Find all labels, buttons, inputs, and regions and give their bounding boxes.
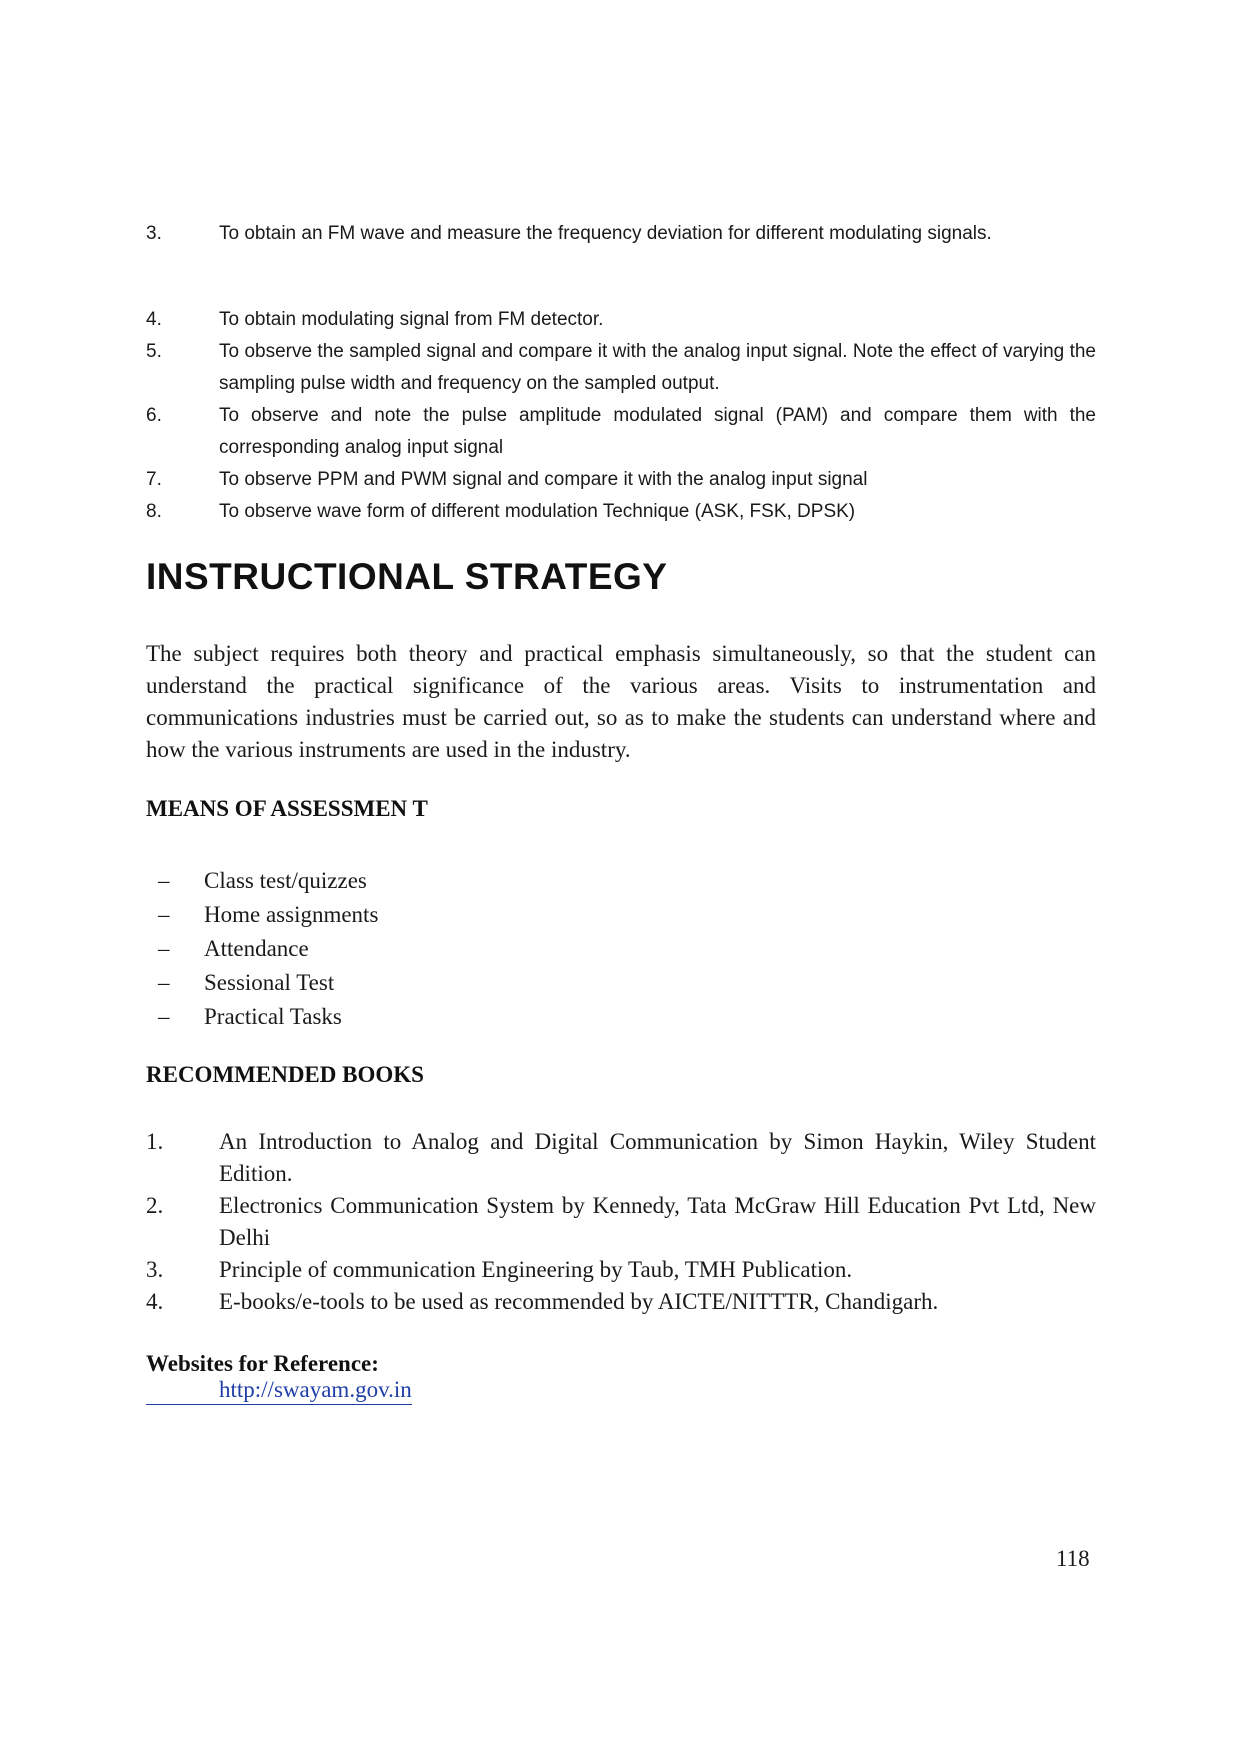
assessment-item-label: Sessional Test — [204, 970, 335, 995]
dash-bullet: – — [158, 1004, 170, 1029]
recommended-books-heading: RECOMMENDED BOOKS — [146, 1062, 424, 1087]
page-number: 118 — [1056, 1546, 1090, 1571]
practicals-list — [146, 218, 1096, 528]
practical-number: 6. — [146, 405, 162, 426]
practical-item — [146, 496, 1096, 528]
book-item — [146, 1254, 1096, 1286]
book-text: Electronics Communication System by Kennedy, Tata McGraw Hill Education Pvt Ltd, New Delhi — [219, 1193, 1096, 1250]
assessment-item — [158, 932, 378, 966]
dash-bullet: – — [158, 868, 170, 893]
book-item — [146, 1190, 1096, 1254]
instructional-strategy-paragraph: The subject requires both theory and practical emphasis simultaneously, so that the student can understand the practical significance of the various areas. Visits to instrumentation and communications industries must be carried out, so as to make the students can understand where and how the various instruments are used in the industry. — [146, 641, 1096, 762]
assessment-heading: MEANS OF ASSESSMEN T — [146, 796, 428, 821]
books-list — [146, 1126, 1096, 1318]
assessment-item — [158, 966, 378, 1000]
practical-item — [146, 464, 1096, 496]
assessment-item-label: Practical Tasks — [204, 1004, 342, 1029]
practical-text: To observe and note the pulse amplitude modulated signal (PAM) and compare them with the corresponding analog input signal — [219, 405, 1096, 458]
websites-heading: Websites for Reference: — [146, 1351, 379, 1376]
practical-text: To obtain modulating signal from FM detector. — [219, 309, 604, 330]
practical-number: 5. — [146, 341, 162, 362]
dash-bullet: – — [158, 936, 170, 961]
practical-number: 3. — [146, 223, 162, 244]
instructional-strategy-heading: INSTRUCTIONAL STRATEGY — [146, 556, 668, 597]
practical-item — [146, 304, 1096, 336]
dash-bullet: – — [158, 902, 170, 927]
practical-number: 8. — [146, 501, 162, 522]
practical-item — [146, 218, 1096, 250]
assessment-item-label: Home assignments — [204, 902, 379, 927]
practical-text: To obtain an FM wave and measure the frequency deviation for different modulating signals. — [219, 223, 992, 244]
book-item — [146, 1286, 1096, 1318]
dash-bullet: – — [158, 970, 170, 995]
book-item — [146, 1126, 1096, 1190]
book-text: Principle of communication Engineering by Taub, TMH Publication. — [219, 1257, 853, 1282]
book-number: 2. — [146, 1193, 164, 1218]
book-number: 3. — [146, 1257, 164, 1282]
practical-text: To observe wave form of different modulation Technique (ASK, FSK, DPSK) — [219, 501, 856, 522]
assessment-list — [158, 864, 378, 1034]
assessment-item-label: Class test/quizzes — [204, 868, 367, 893]
practical-number: 4. — [146, 309, 162, 330]
practical-item — [146, 336, 1096, 400]
practical-item — [146, 400, 1096, 464]
book-text: E-books/e-tools to be used as recommended by AICTE/NITTTR, Chandigarh. — [219, 1289, 939, 1314]
book-text: An Introduction to Analog and Digital Communication by Simon Haykin, Wiley Student Edition. — [219, 1129, 1096, 1186]
practical-number: 7. — [146, 469, 162, 490]
practical-text: To observe the sampled signal and compare it with the analog input signal. Note the effect of varying the sampling pulse width and frequency on the sampled output. — [219, 341, 1096, 394]
practical-text: To observe PPM and PWM signal and compare it with the analog input signal — [219, 469, 868, 490]
assessment-item — [158, 1000, 378, 1034]
book-number: 4. — [146, 1289, 164, 1314]
book-number: 1. — [146, 1129, 164, 1154]
swayam-link[interactable]: http://swayam.gov.in — [146, 1376, 412, 1405]
assessment-item — [158, 898, 378, 932]
assessment-item-label: Attendance — [204, 936, 309, 961]
assessment-item — [158, 864, 378, 898]
